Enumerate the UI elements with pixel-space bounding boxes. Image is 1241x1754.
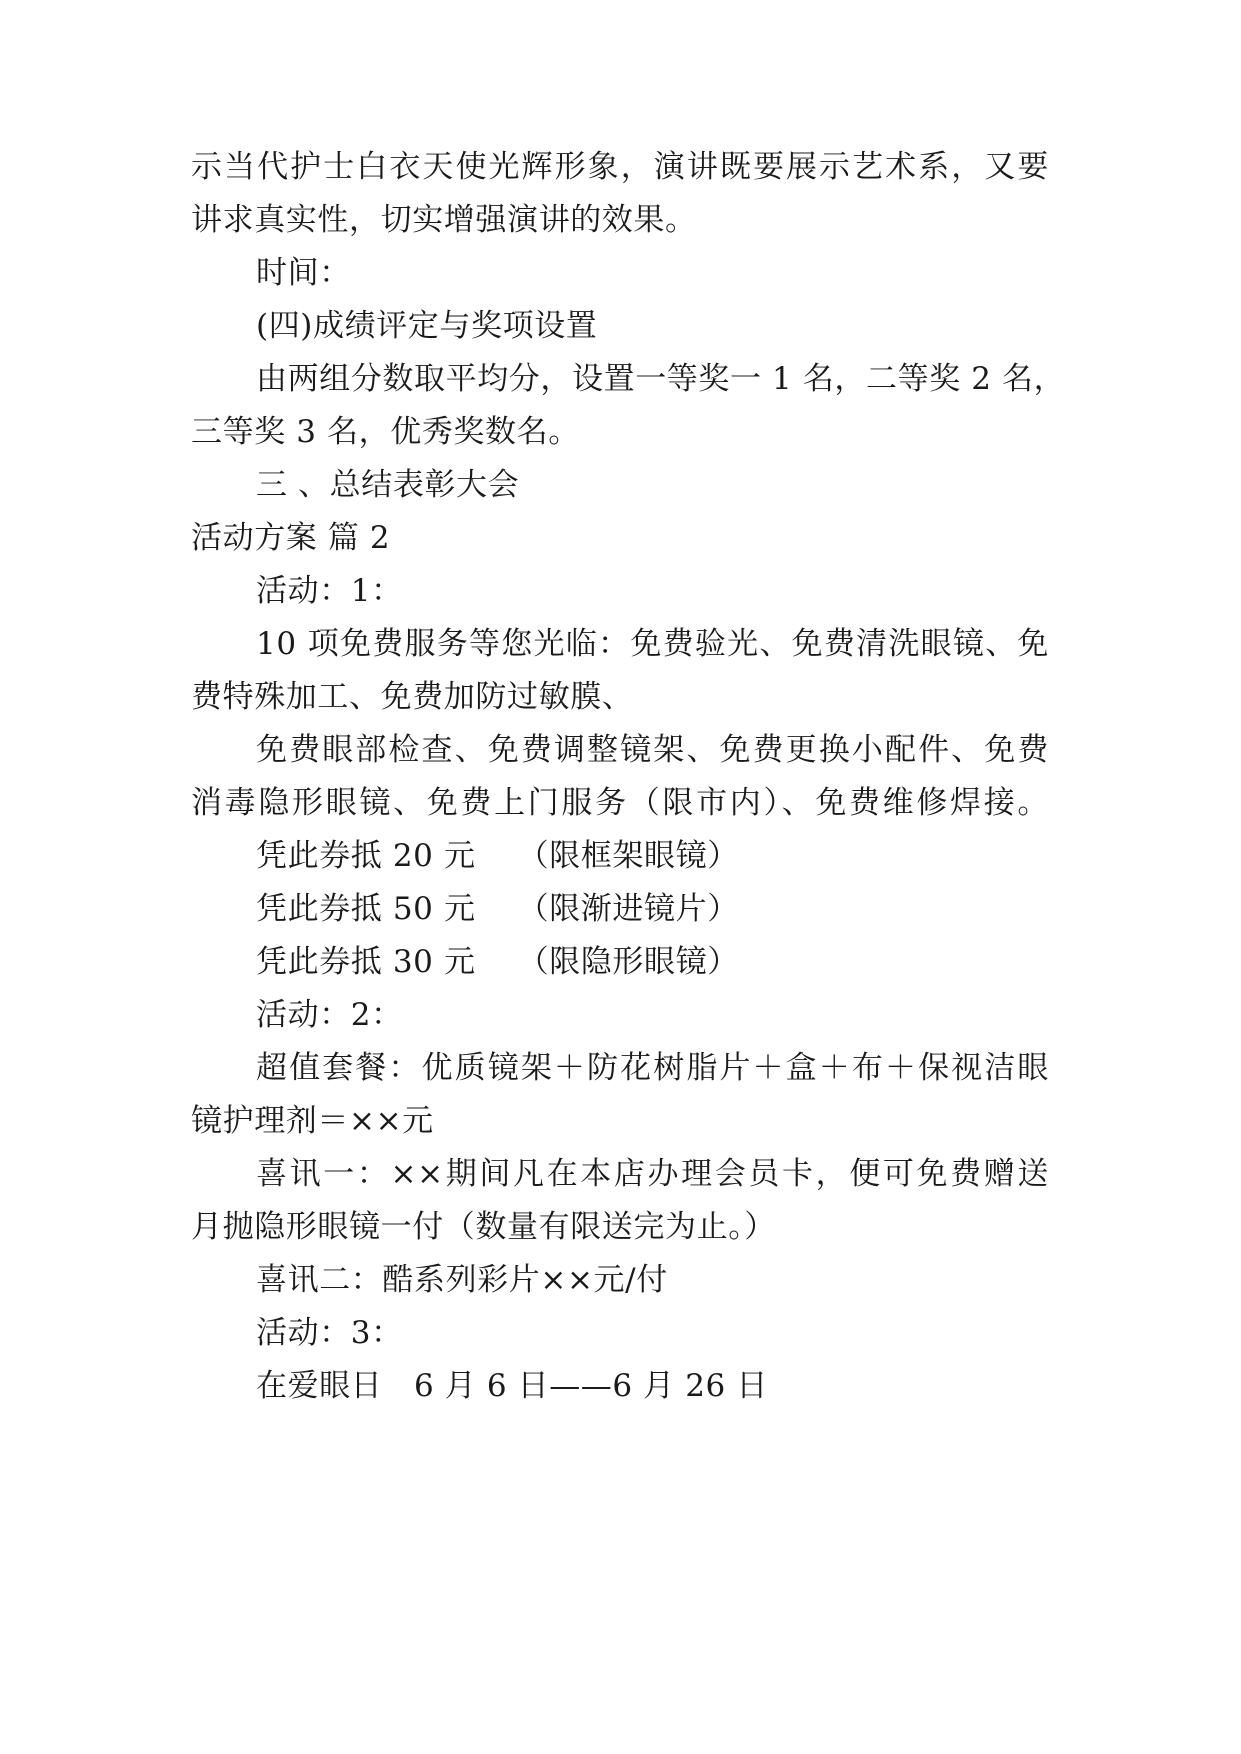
coupon-line: 凭此券抵 30 元 （限隐形眼镜） xyxy=(256,944,739,980)
paragraph-line: 活动：1： xyxy=(256,573,403,609)
paragraph-line: 活动：2： xyxy=(256,997,403,1033)
section-heading: 三 、总结表彰大会 xyxy=(256,467,520,503)
paragraph-line: 镜护理剂＝××元 xyxy=(191,1103,434,1139)
coupon-line: 凭此券抵 20 元 （限框架眼镜） xyxy=(256,838,739,874)
paragraph-line: 活动：3： xyxy=(256,1315,403,1351)
paragraph-line: 免费眼部检查、免费调整镜架、免费更换小配件、免费 xyxy=(256,732,1049,768)
paragraph-line: 时间： xyxy=(256,255,351,291)
paragraph-line: 由两组分数取平均分，设置一等奖一 1 名，二等奖 2 名， xyxy=(256,361,1066,397)
paragraph-line: 费特殊加工、免费加防过敏膜、 xyxy=(191,679,634,715)
coupon-line: 凭此券抵 50 元 （限渐进镜片） xyxy=(256,891,739,927)
paragraph-line: 消毒隐形眼镜、免费上门服务（限市内）、免费维修焊接。 xyxy=(191,785,1049,821)
section-heading: (四)成绩评定与奖项设置 xyxy=(256,308,598,344)
paragraph-line: 超值套餐：优质镜架＋防花树脂片＋盒＋布＋保视洁眼 xyxy=(256,1050,1049,1086)
paragraph-line: 月抛隐形眼镜一付（数量有限送完为止。） xyxy=(191,1209,776,1245)
paragraph-line: 示当代护士白衣天使光辉形象，演讲既要展示艺术系，又要 xyxy=(191,149,1049,185)
paragraph-line: 三等奖 3 名，优秀奖数名。 xyxy=(191,414,580,450)
document-heading: 活动方案 篇 2 xyxy=(191,520,391,556)
paragraph-line: 10 项免费服务等您光临：免费验光、免费清洗眼镜、免 xyxy=(256,626,1049,662)
paragraph-line: 喜讯一：××期间凡在本店办理会员卡，便可免费赠送 xyxy=(256,1156,1049,1192)
paragraph-line: 喜讯二：酷系列彩片××元/付 xyxy=(256,1262,668,1298)
paragraph-line: 讲求真实性，切实增强演讲的效果。 xyxy=(191,202,697,238)
paragraph-line: 在爱眼日 6 月 6 日——6 月 26 日 xyxy=(256,1368,768,1404)
